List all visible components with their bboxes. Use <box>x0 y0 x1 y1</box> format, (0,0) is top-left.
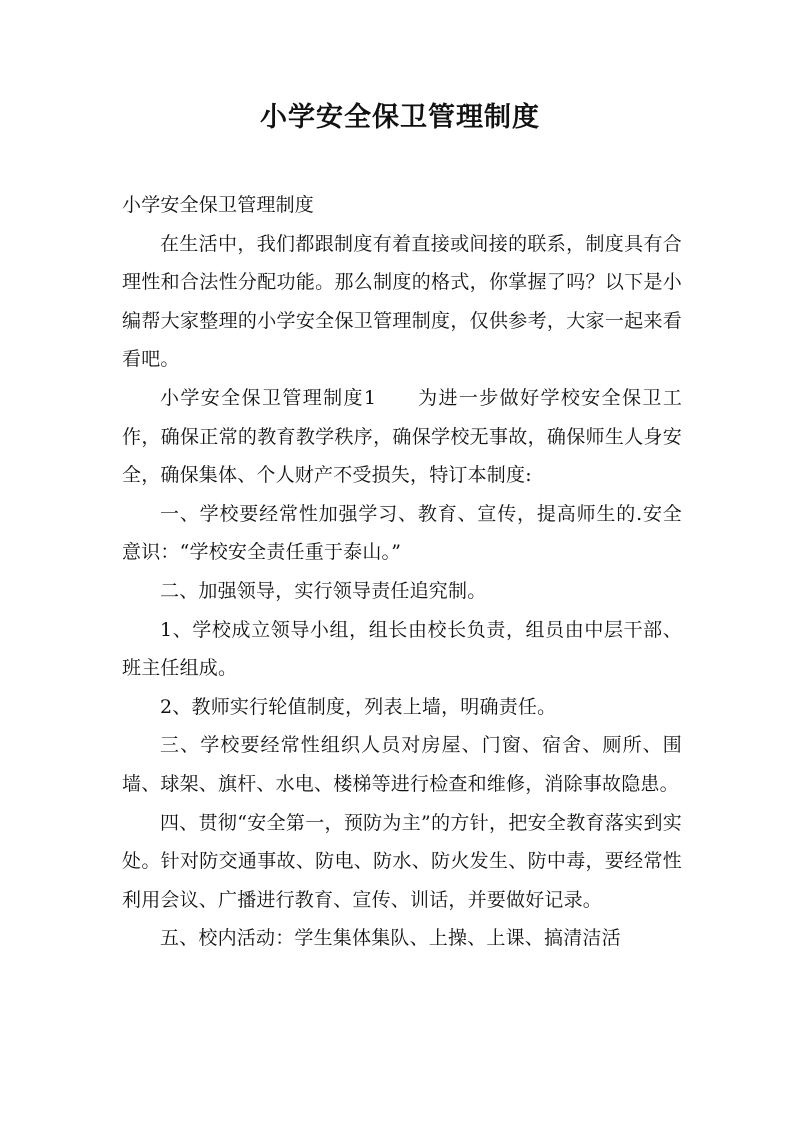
rule-4-paragraph: 四、贯彻“安全第一，预防为主”的方针，把安全教育落实到实处。针对防交通事故、防电、防水、防火发生、防中毒，要经常性利用会议、广播进行教育、宣传、训话，并要做好记录。 <box>122 811 682 911</box>
rule-3-paragraph: 三、学校要经常性组织人员对房屋、门窗、宿舍、厕所、围墙、球架、旗杆、水电、楼梯等进行检查和维修，消除事故隐患。 <box>122 734 682 795</box>
section-1-paragraph: 小学安全保卫管理制度1 为进一步做好学校安全保卫工作，确保正常的教育教学秩序，确保学校无事故，确保师生人身安全，确保集体、个人财产不受损失，特订本制度: <box>122 386 682 487</box>
document-subtitle: 小学安全保卫管理制度 <box>122 194 315 216</box>
intro-paragraph: 在生活中，我们都跟制度有着直接或间接的联系，制度具有合理性和合法性分配功能。那么制度的格式，你掌握了吗？以下是小编帮大家整理的小学安全保卫管理制度，仅供参考，大家一起来看看吧。 <box>122 232 682 371</box>
rule-2-item-1-paragraph: 1、学校成立领导小组，组长由校长负责，组员由中层干部、班主任组成。 <box>122 618 682 680</box>
rule-5-paragraph: 五、校内活动：学生集体集队、上操、上课、搞清洁活 <box>160 927 621 950</box>
rule-2-paragraph: 二、加强领导，实行领导责任追究制。 <box>160 579 487 602</box>
rule-1-paragraph: 一、学校要经常性加强学习、教育、宣传，提高师生的.安全意识：“学校安全责任重于泰山。” <box>122 502 682 564</box>
document-title: 小学安全保卫管理制度 <box>260 102 540 133</box>
document-body <box>122 186 682 958</box>
rule-2-item-2-paragraph: 2、教师实行轮值制度，列表上墙，明确责任。 <box>160 695 557 718</box>
